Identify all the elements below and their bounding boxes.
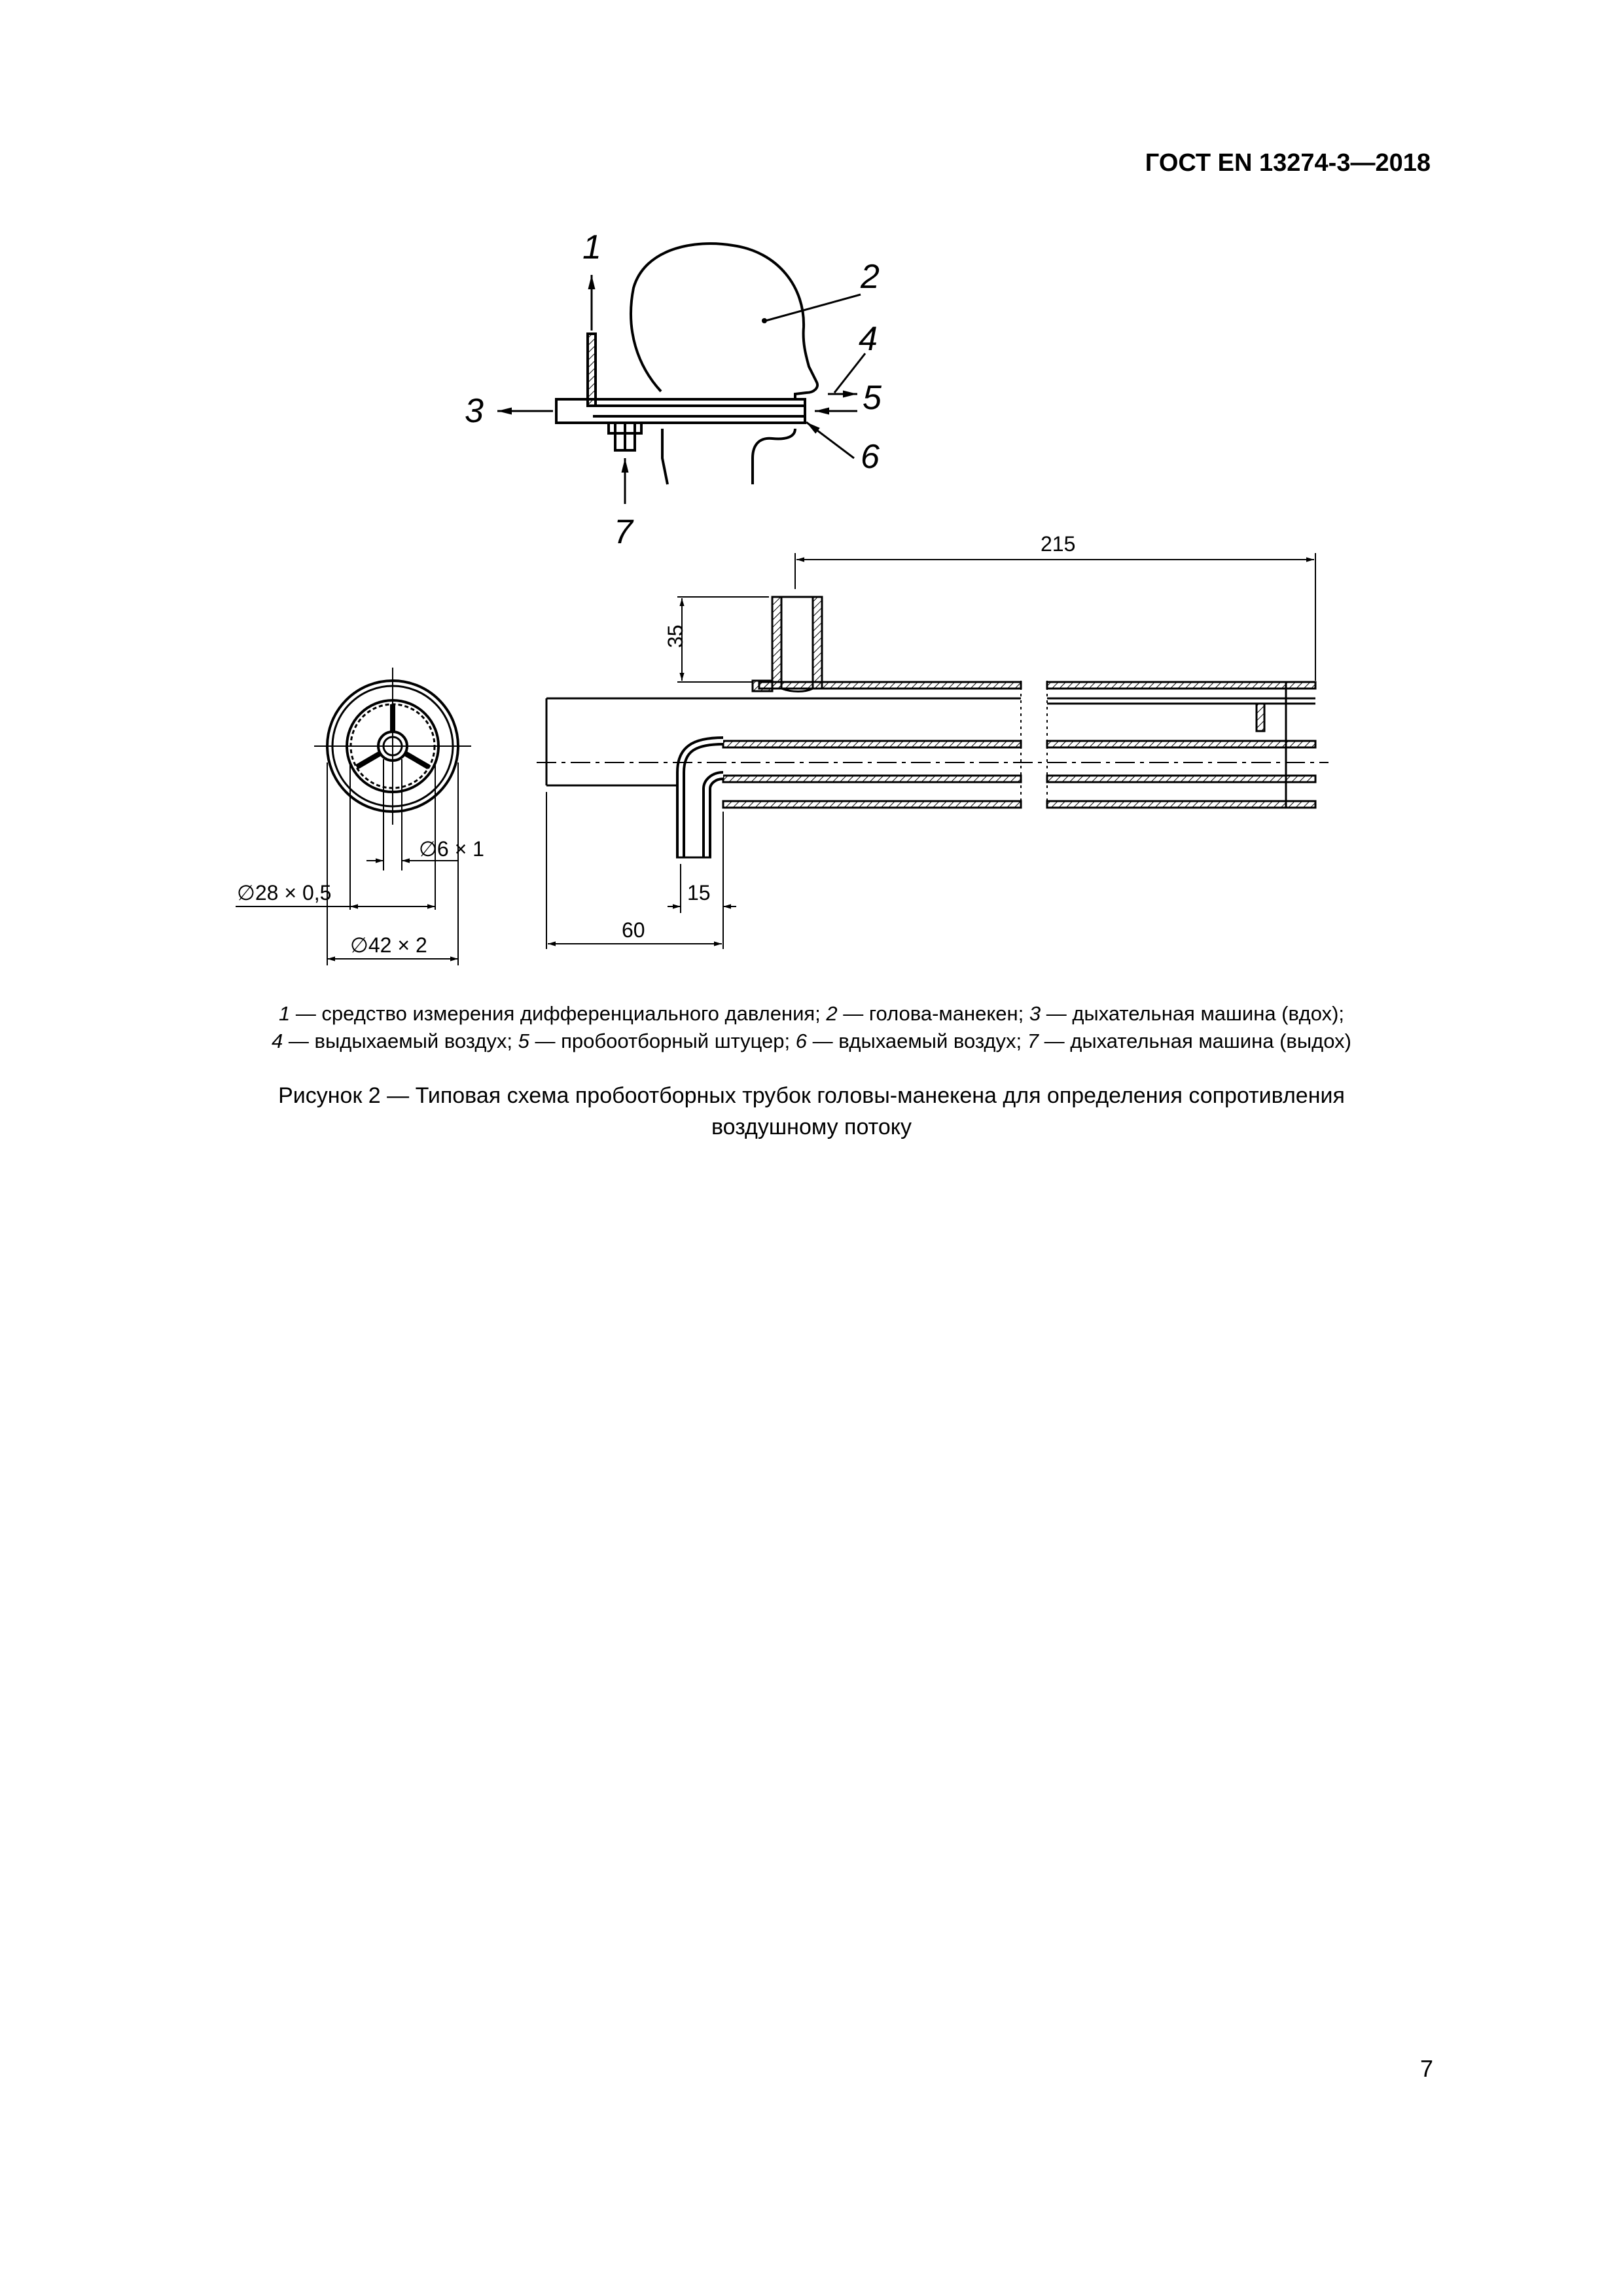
manikin-head-drawing xyxy=(556,243,817,484)
legend-num-7: 7 xyxy=(1027,1030,1039,1052)
legend-text-6: — вдыхаемый воздух; xyxy=(807,1030,1027,1052)
legend-text-3: — дыхательная машина (вдох); xyxy=(1041,1002,1345,1025)
figure-diagram xyxy=(0,0,1623,1021)
callout-3: 3 xyxy=(465,392,484,430)
callout-5: 5 xyxy=(863,379,882,417)
sampling-tube-vertical xyxy=(588,334,596,406)
dim-length-215: 215 xyxy=(1041,532,1076,556)
legend-num-1: 1 xyxy=(278,1002,291,1025)
document-header: ГОСТ EN 13274-3—2018 xyxy=(1145,149,1431,177)
legend-num-3: 3 xyxy=(1029,1002,1041,1025)
tube-end-view xyxy=(314,668,471,825)
callout-7: 7 xyxy=(614,513,633,551)
legend-text-2: — голова-манекен; xyxy=(837,1002,1029,1025)
callout-6: 6 xyxy=(861,438,880,476)
head-outline xyxy=(631,243,817,401)
neck-back xyxy=(662,429,668,484)
callout-2: 2 xyxy=(861,258,880,296)
dim-diameter-28: ∅28 × 0,5 xyxy=(237,881,332,905)
caption-line-1: Рисунок 2 — Типовая схема пробоотборных трубок головы-манекена для определения сопротивления xyxy=(278,1083,1345,1108)
legend-num-2: 2 xyxy=(826,1002,838,1025)
dim-height-35: 35 xyxy=(664,624,687,648)
dim-diameter-42: ∅42 × 2 xyxy=(350,933,427,957)
legend-num-6: 6 xyxy=(795,1030,808,1052)
legend-num-4: 4 xyxy=(272,1030,283,1052)
figure-caption xyxy=(131,1080,1492,1143)
page-number: 7 xyxy=(1419,2055,1433,2082)
legend-text-7: — дыхательная машина (выдох) xyxy=(1039,1030,1351,1052)
legend-text-5: — пробоотборный штуцер; xyxy=(529,1030,796,1052)
dim-diameter-6: ∅6 × 1 xyxy=(419,837,484,861)
dim-offset-15: 15 xyxy=(687,881,711,905)
legend-num-5: 5 xyxy=(518,1030,529,1052)
figure-legend xyxy=(131,1000,1492,1055)
dim-length-60: 60 xyxy=(622,918,645,942)
legend-text-1: — средство измерения дифференциального давления; xyxy=(290,1002,827,1025)
callout-4: 4 xyxy=(859,320,878,358)
neck-outline xyxy=(753,429,795,484)
legend-text-4: — выдыхаемый воздух; xyxy=(283,1030,518,1052)
tube-section-view xyxy=(537,597,1329,857)
callout-1: 1 xyxy=(582,228,601,266)
caption-line-2: воздушному потоку xyxy=(711,1115,912,1139)
